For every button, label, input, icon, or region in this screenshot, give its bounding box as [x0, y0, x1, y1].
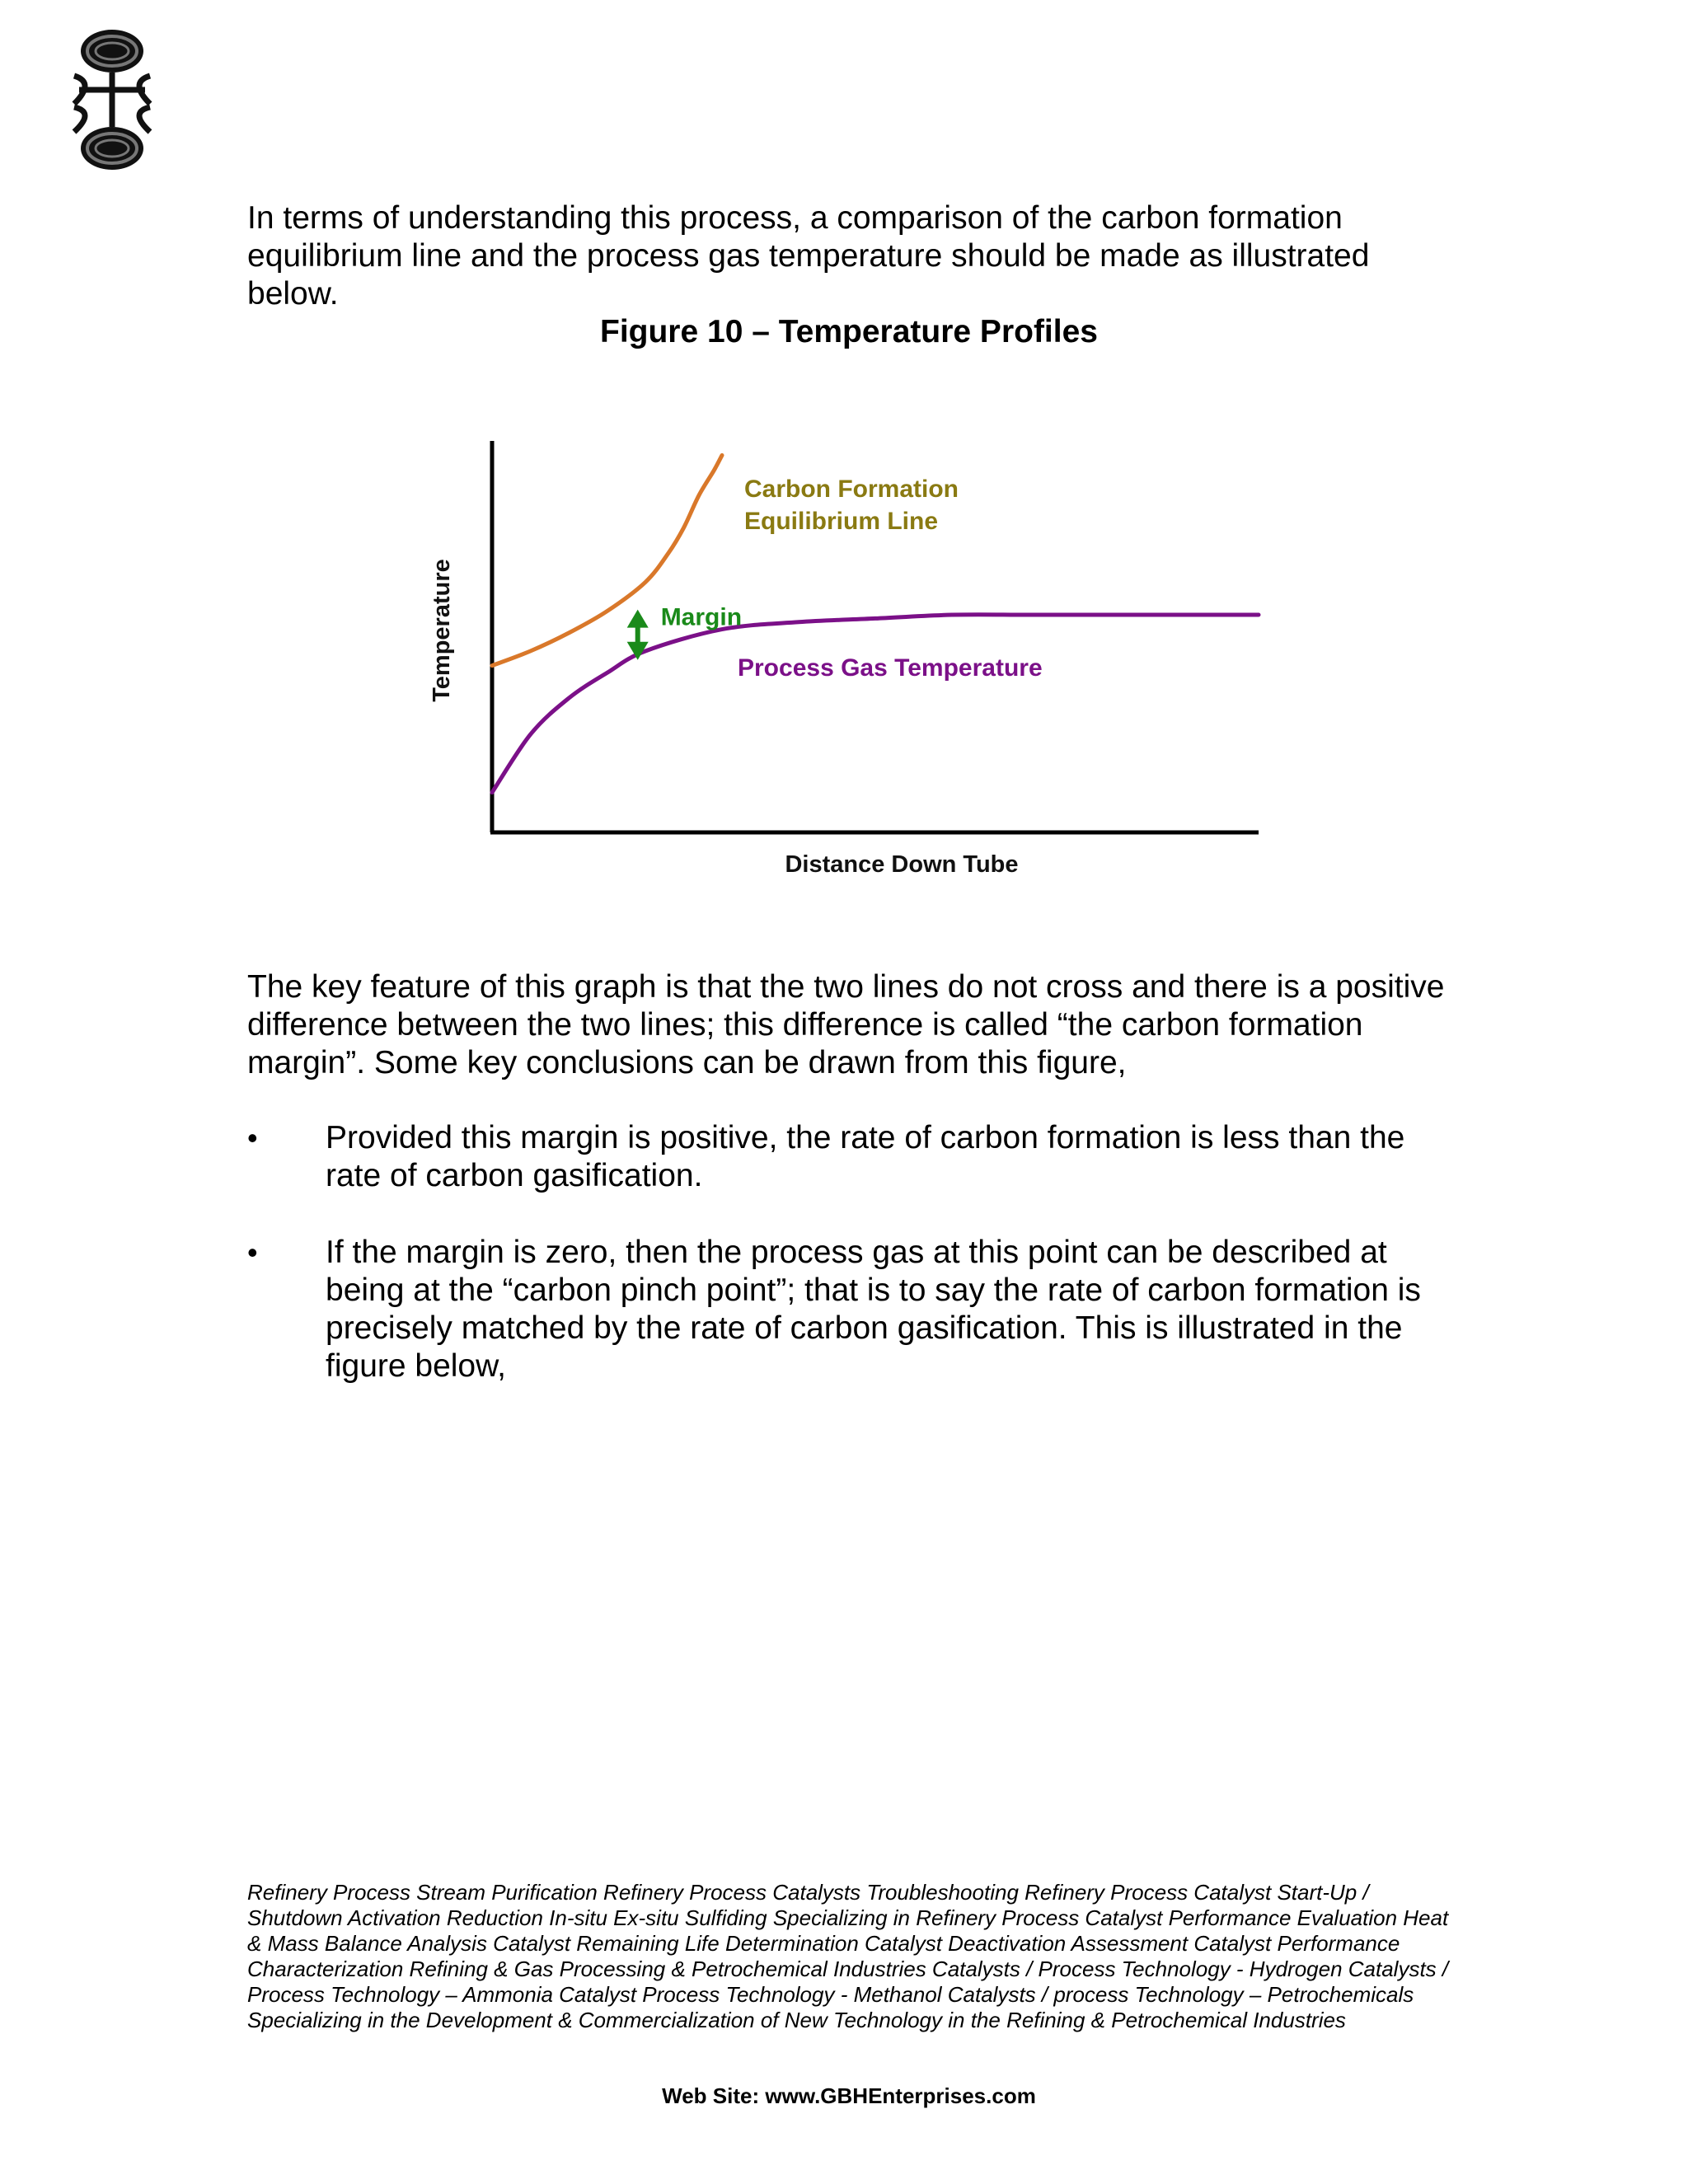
margin-label: Margin	[660, 603, 743, 631]
margin-arrow-head-up	[627, 610, 649, 628]
y-axis-label: Temperature	[429, 559, 455, 702]
bullet-text: If the margin is zero, then the process gas at this point can be described at being at the “carbon pinch point”; that is to say the rate of carbon formation is precisely matched by the rate of carbon gasification. This is illustrated in the figure below,	[326, 1235, 1421, 1384]
chart-labels	[429, 476, 1043, 878]
x-axis-label: Distance Down Tube	[785, 851, 1019, 878]
conclusion-paragraph: The key feature of this graph is that the two lines do not cross and there is a positive difference between the two lines; this difference is called “the carbon formation margin”. Some key conclusions can be drawn from this figure,	[247, 969, 1445, 1080]
website-url[interactable]: www.GBHEnterprises.com	[765, 2083, 1036, 2108]
website-label: Web Site:	[662, 2083, 760, 2108]
temperature-profiles-chart	[396, 396, 1286, 907]
intro-paragraph: In terms of understanding this process, a comparison of the carbon formation equilibrium line and the process gas temperature should be made as illustrated below.	[247, 200, 1370, 312]
website-line	[247, 2083, 1451, 2109]
legend-label-carbon-formation-line1: Carbon Formation	[744, 476, 959, 503]
bullet-text: Provided this margin is positive, the rate of carbon formation is less than the rate of carbon gasification.	[326, 1120, 1405, 1193]
legend-label-process-gas-temperature: Process Gas Temperature	[738, 654, 1043, 682]
footer-services-text: Refinery Process Stream Purification Refinery Process Catalysts Troubleshooting Refinery Process Catalyst Start-Up / Shutdown Activation Reduction In-situ Ex-situ Sulfiding Specializing in Refinery Process Catalyst Performance Evaluation Heat & Mass Balance Analysis Catalyst Remaining Life Determination Catalyst Deactivation Assessment Catalyst Performance Characterization Refining & Gas Processing & Petrochemical Industries Catalysts / Process Technology - Hydrogen Catalysts / Process Technology – Ammonia Catalyst Process Technology - Methanol Catalysts / process Technology – Petrochemicals Specializing in the Development & Commercialization of New Technology in the Refining & Petrochemical Industries	[247, 1880, 1449, 2032]
bullet-symbol: •	[247, 1235, 258, 1269]
company-logo	[63, 26, 162, 173]
figure-title: Figure 10 – Temperature Profiles	[600, 314, 1098, 349]
process-gas-temperature-line	[492, 615, 1259, 793]
carbon-formation-equilibrium-line	[492, 455, 722, 665]
chart-series	[492, 455, 1259, 792]
legend-label-carbon-formation-line2: Equilibrium Line	[744, 508, 939, 535]
bullet-symbol: •	[247, 1121, 258, 1155]
